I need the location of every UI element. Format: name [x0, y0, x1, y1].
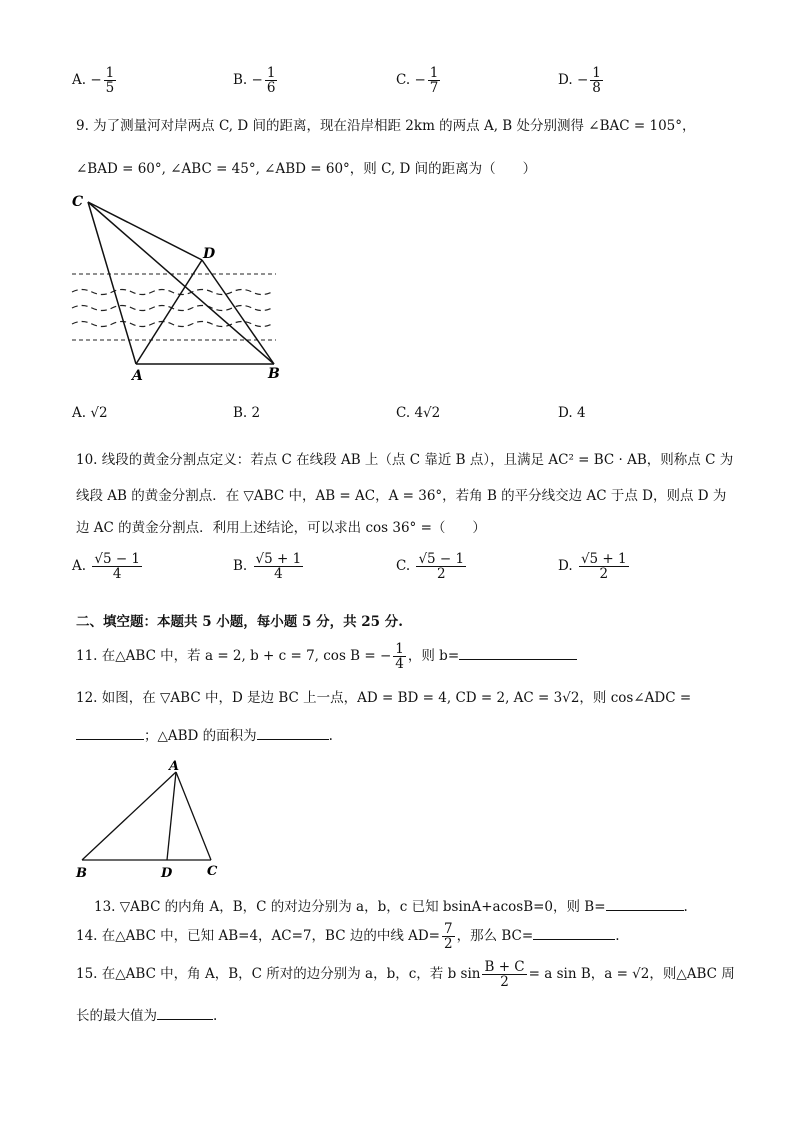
q12-stem-line1: 12. 如图，在 ▽ABC 中，D 是边 BC 上一点，AD = BD = 4, CD = 2, AC = 3√2，则 cos∠ADC =	[76, 690, 692, 706]
point-c-label: C	[72, 194, 84, 210]
fraction: $\frac{√5 - 1}{4}$	[94, 551, 141, 583]
q8-option-d: D. − $\frac{1}{8}$	[558, 65, 601, 97]
fraction: $\frac{1}{7}$	[429, 65, 439, 97]
q15-stem-line1: 15. 在△ABC 中，角 A，B，C 所对的边分别为 a，b，c，若 b sin $\frac{B + C}{2}$ = a sin B，a = √2，则△ABC 周	[76, 959, 735, 991]
point-b-label: B	[268, 366, 280, 382]
point-c-label: C	[207, 864, 218, 879]
q10-stem-line2: 线段 AB 的黄金分割点．在 ▽ABC 中，AB = AC，A = 36°，若角 B 的平分线交边 AC 于点 D，则点 D 为	[76, 488, 727, 504]
fraction: $\frac{1}{6}$	[266, 65, 276, 97]
triangle-abd-diagram	[70, 756, 230, 882]
q15-stem-line2: 长的最大值为 .	[76, 1008, 218, 1024]
q11: 11. 在△ABC 中，若 a = 2, b + c = 7, cos B = − $\frac{1}{4}$ ，则 b=	[76, 642, 577, 671]
river-diagram	[62, 188, 292, 388]
fraction: $\frac{1}{5}$	[105, 65, 115, 97]
river-banks	[72, 274, 276, 340]
fraction: $\frac{√5 + 1}{2}$	[580, 551, 627, 583]
q9-option-b: B. 2	[233, 405, 261, 421]
q8-option-b: B. − $\frac{1}{6}$	[233, 65, 276, 97]
point-a-label: A	[132, 368, 143, 384]
q9-option-c: C. 4√2	[396, 405, 441, 421]
q14: 14. 在△ABC 中，已知 AB=4，AC=7，BC 边的中线 AD= $\frac{7}{2}$ ，那么 BC= .	[76, 921, 620, 953]
q10-option-c: C. $\frac{√5 - 1}{2}$	[396, 551, 465, 583]
fraction: $\frac{√5 + 1}{4}$	[255, 551, 302, 583]
q10-option-b: B. $\frac{√5 + 1}{4}$	[233, 551, 302, 583]
q10-stem-line3: 边 AC 的黄金分割点．利用上述结论，可以求出 cos 36° =（ ）	[76, 520, 486, 536]
q8-option-a: A. − $\frac{1}{5}$	[72, 65, 115, 97]
answer-blank[interactable]	[459, 658, 577, 660]
point-d-label: D	[161, 866, 173, 881]
q8-option-c: C. − $\frac{1}{7}$	[396, 65, 439, 97]
fraction: $\frac{1}{4}$	[395, 641, 404, 673]
q9-option-a: A. √2	[72, 405, 108, 421]
q9-option-d: D. 4	[558, 405, 586, 421]
answer-blank[interactable]	[533, 938, 615, 940]
answer-blank[interactable]	[76, 738, 144, 740]
fraction: $\frac{1}{8}$	[592, 65, 601, 97]
q9-stem-line1: 9. 为了测量河对岸两点 C, D 间的距离，现在沿岸相距 2km 的两点 A, B 处分别测得 ∠BAC = 105°，	[76, 118, 696, 134]
fraction: $\frac{B + C}{2}$	[484, 959, 525, 991]
triangle-lines	[82, 772, 211, 860]
section-heading: 二、填空题：本题共 5 小题，每小题 5 分，共 25 分.	[76, 614, 403, 630]
q9-stem-line2: ∠BAD = 60°, ∠ABC = 45°, ∠ABD = 60°，则 C, D 间的距离为（ ）	[76, 161, 537, 177]
q13: 13. ▽ABC 的内角 A，B，C 的对边分别为 a，b，c 已知 bsinA+acosB=0，则 B= .	[94, 899, 688, 915]
fraction: $\frac{√5 - 1}{2}$	[418, 551, 465, 583]
q12-stem-line2: ；△ABD 的面积为 .	[76, 724, 333, 744]
q10-option-a: A. $\frac{√5 - 1}{4}$	[72, 551, 141, 583]
answer-blank[interactable]	[157, 1018, 213, 1020]
answer-blank[interactable]	[606, 909, 684, 911]
q10-stem-line1: 10. 线段的黄金分割点定义：若点 C 在线段 AB 上（点 C 靠近 B 点），且满足 AC² = BC · AB，则称点 C 为	[76, 452, 734, 468]
point-a-label: A	[169, 759, 180, 774]
answer-blank[interactable]	[257, 738, 329, 740]
q10-option-d: D. $\frac{√5 + 1}{2}$	[558, 551, 627, 583]
fraction: $\frac{7}{2}$	[444, 921, 453, 953]
point-b-label: B	[76, 866, 87, 881]
point-d-label: D	[203, 246, 216, 262]
